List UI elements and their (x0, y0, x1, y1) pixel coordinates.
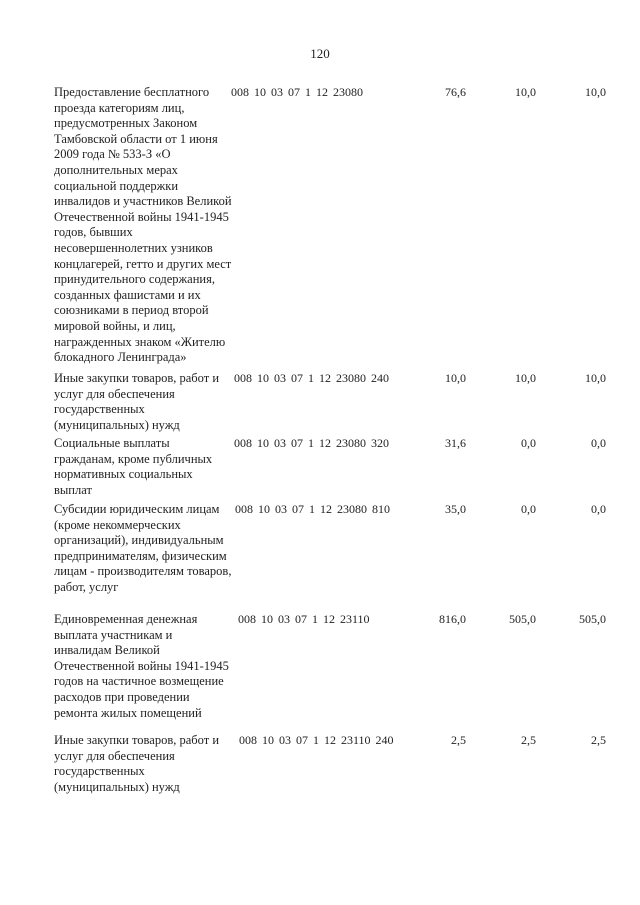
row-codes: 008 10 03 07 1 12 23080 320 (234, 436, 389, 450)
row-value-3: 0,0 (591, 436, 606, 450)
row-value-2: 0,0 (521, 502, 536, 516)
row-value-2: 2,5 (521, 733, 536, 747)
row-codes: 008 10 03 07 1 12 23080 240 (234, 371, 389, 385)
row-value-3: 10,0 (585, 371, 606, 385)
row-codes: 008 10 03 07 1 12 23110 (238, 612, 370, 626)
row-value-1: 35,0 (445, 502, 466, 516)
row-codes: 008 10 03 07 1 12 23080 (231, 85, 363, 99)
row-value-3: 0,0 (591, 502, 606, 516)
page-number: 120 (310, 46, 330, 61)
row-description: Субсидии юридическим лицам (кроме некоммерческих организаций), индивидуальным предпринимателям, физическим лицам - производителям товаров, работ, услуг (54, 502, 232, 594)
row-description: Иные закупки товаров, работ и услуг для обеспечения государственных (муниципальных) нужд (54, 733, 220, 794)
row-value-3: 2,5 (591, 733, 606, 747)
row-value-1: 816,0 (439, 612, 466, 626)
row-value-1: 76,6 (445, 85, 466, 99)
row-codes: 008 10 03 07 1 12 23110 240 (239, 733, 394, 747)
row-value-1: 31,6 (445, 436, 466, 450)
row-value-3: 505,0 (579, 612, 606, 626)
row-codes: 008 10 03 07 1 12 23080 810 (235, 502, 390, 516)
row-description: Предоставление бесплатного проезда категориям лиц, предусмотренных Законом Тамбовской области от 1 июня 2009 года № 533-З «О дополнительных мерах социальной поддержки инвалидов и участников Великой Отечественной войны 1941-1945 годов, бывших несовершеннолетних узников концлагерей, гетто и других мест принудительного содержания, созданных фашистами и их союзниками в период второй мировой войны, и лиц, награжденных знаком «Жителю блокадного Ленинграда» (54, 85, 232, 365)
row-value-3: 10,0 (585, 85, 606, 99)
row-value-1: 10,0 (445, 371, 466, 385)
row-description: Единовременная денежная выплата участникам и инвалидам Великой Отечественной войны 1941-1945 годов на частичное возмещение расходов при проведении ремонта жилых помещений (54, 612, 229, 720)
row-description: Социальные выплаты гражданам, кроме публичных нормативных социальных выплат (54, 436, 213, 497)
row-value-2: 10,0 (515, 85, 536, 99)
row-value-1: 2,5 (451, 733, 466, 747)
row-value-2: 505,0 (509, 612, 536, 626)
row-description: Иные закупки товаров, работ и услуг для обеспечения государственных (муниципальных) нужд (54, 371, 220, 432)
row-value-2: 10,0 (515, 371, 536, 385)
row-value-2: 0,0 (521, 436, 536, 450)
